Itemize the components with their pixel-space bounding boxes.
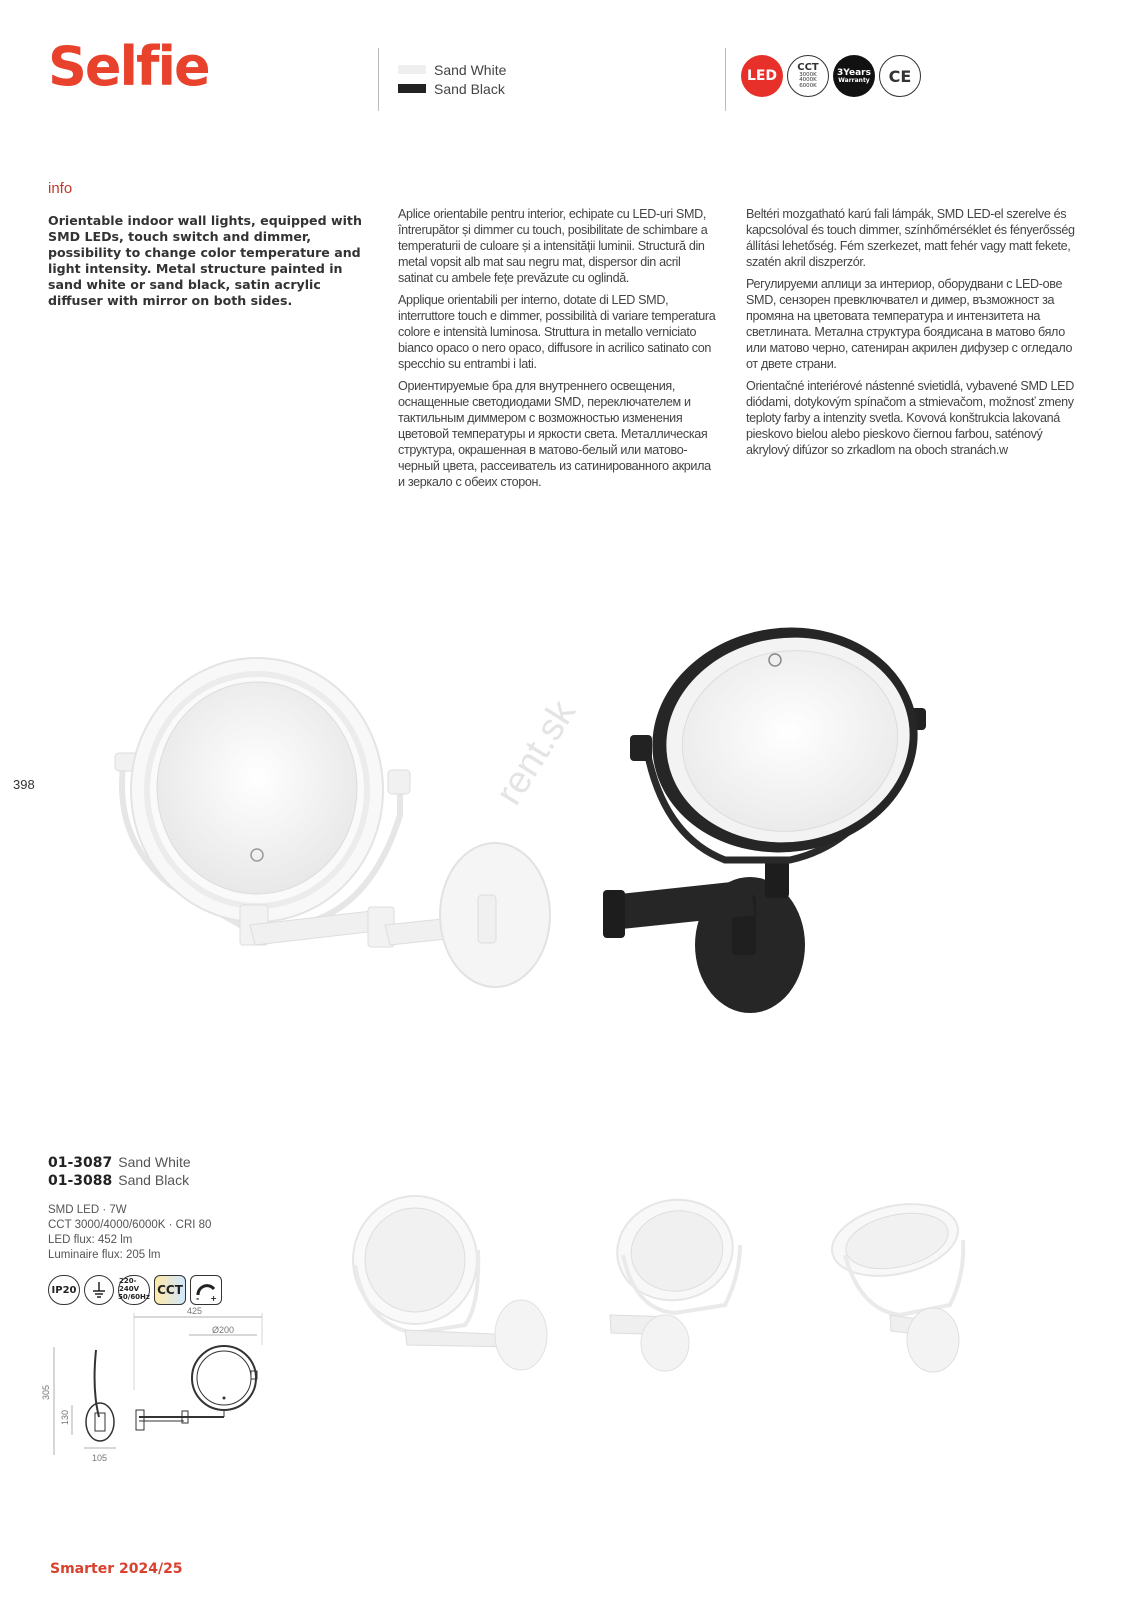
black-swatch — [398, 84, 426, 93]
ground-icon — [84, 1275, 114, 1305]
description-col-2 — [746, 206, 1076, 464]
white-mirror-image — [115, 658, 550, 987]
led-icon — [741, 55, 783, 97]
angle-views — [345, 1195, 985, 1385]
ce-label: CE — [888, 66, 912, 86]
product-code: 01-3088 — [48, 1173, 113, 1189]
ip20-icon — [48, 1275, 80, 1305]
spec-line: SMD LED · 7W — [48, 1204, 127, 1216]
dim-plus: + — [210, 1294, 217, 1303]
product-code-list — [48, 1154, 191, 1190]
watermark: rent.sk — [488, 693, 585, 813]
page-number: 398 — [13, 777, 35, 792]
black-mirror-image — [603, 611, 932, 1013]
cct-value: 4000K — [799, 77, 817, 84]
cct-label: CCT — [797, 61, 819, 73]
color-option-black — [398, 79, 506, 98]
info-label: info — [48, 180, 73, 197]
cct-icon — [787, 55, 829, 97]
product-color: Sand Black — [118, 1172, 190, 1188]
color-label: Sand Black — [434, 80, 505, 97]
description-sk: Orientačné interiérové nástenné svietidlá, vybavené SMD LED diódami, dotykovým spínačom a stmievačom, možnosť zmeny teploty farby a intenzity svetla. Kovová konštrukcia lakovaná pieskovo bielou alebo pieskovo čiernou farbou, saténový akrylový difúzor so zrkadlom na oboch stranách.w — [746, 379, 1074, 457]
technical-drawing — [41, 1305, 274, 1470]
specs-list — [48, 1203, 211, 1263]
header-divider-1 — [378, 48, 379, 111]
product-color: Sand White — [118, 1154, 191, 1170]
product-row — [48, 1154, 191, 1172]
dim-height: 305 — [41, 1384, 51, 1400]
white-swatch — [398, 65, 426, 74]
voltage-icon — [118, 1275, 150, 1305]
description-it: Applique orientabili per interno, dotate di LED SMD, interruttore touch e dimmer, possibilità di variare temperatura colore e intensità luminosa. Struttura in metallo verniciato bianco opaco o nero opaco, diffusore in acrilico satinato con specchio su entrambi i lati. — [398, 293, 716, 371]
dim-base-width: 105 — [92, 1453, 108, 1463]
product-code: 01-3087 — [48, 1155, 113, 1171]
cct-spec-label: CCT — [157, 1283, 183, 1297]
dim-width: 425 — [187, 1306, 203, 1316]
description-col-1 — [398, 206, 718, 496]
footer-catalog-title: Smarter 2024/25 — [50, 1561, 183, 1577]
spec-icons — [48, 1275, 222, 1305]
cct-spec-icon — [154, 1275, 186, 1305]
product-row — [48, 1172, 191, 1190]
description-ru: Ориентируемые бра для внутреннего освещения, оснащенные светодиодами SMD, переключателем и тактильным диммером с возможностью изменения цветовой температуры и яркости света. Металлическая структура, окрашенная в матово-белый или матово-черный цвета, рассеиватель из сатинированного акрила и зеркало с обеих сторон. — [398, 379, 711, 489]
dim-minus: - — [196, 1294, 200, 1303]
voltage-label: 220-240V — [119, 1277, 140, 1294]
dim-diameter: Ø200 — [212, 1325, 235, 1335]
color-label: Sand White — [434, 61, 507, 78]
spec-line: Luminaire flux: 205 lm — [48, 1249, 161, 1261]
description-hu: Beltéri mozgatható karú fali lámpák, SMD LED-el szerelve és kapcsolóval és touch dimmer, színhőmérséklet és fényerősség állítási lehetőség. Fém szerkezet, matt fehér vagy matt fekete, szatén akril diszperzór. — [746, 207, 1075, 269]
product-title: Selfie — [48, 35, 209, 98]
color-option-white — [398, 60, 506, 79]
angle-view-tilted — [825, 1193, 964, 1372]
description-ro: Aplice orientabile pentru interior, echipate cu LED-uri SMD, întrerupător și dimmer cu touch, posibilitate de schimbare a temperaturii de culoare și a intensității luminii. Structură din metal vopsit alb mat sau negru mat, dispersor din acril satinat cu ambele fețe prevăzute cu oglindă. — [398, 207, 708, 285]
warranty-icon — [833, 55, 875, 97]
description-bg: Регулируеми аплици за интериор, оборудвани с LED-ове SMD, сензорен превключвател и димер, възможност за промяна на цветовата температура и интензитета на светлината. Метална структура боядисана в матово бяло или матово черно, сатениран акрилен дифузер с огледало от двете страни. — [746, 277, 1073, 371]
spec-line: LED flux: 452 lm — [48, 1234, 133, 1246]
description-en: Orientable indoor wall lights, equipped with SMD LEDs, touch switch and dimmer, possibility to change color temperature and light intensity. Metal structure painted in sand white or sand black, satin acrylic diffuser with mirror on both sides. — [48, 213, 362, 308]
color-legend — [398, 60, 506, 98]
warranty-years: 3Years — [837, 67, 871, 78]
led-label: LED — [746, 68, 778, 84]
header-divider-2 — [725, 48, 726, 111]
cct-value: 3000K — [799, 71, 817, 78]
cct-value: 6000K — [799, 82, 817, 89]
product-photos — [100, 625, 1020, 1045]
ip-label: IP20 — [51, 1284, 77, 1296]
ce-mark-icon — [879, 55, 921, 97]
dimmer-icon — [190, 1275, 222, 1305]
warranty-word: Warranty — [838, 76, 870, 84]
spec-line: CCT 3000/4000/6000K · CRI 80 — [48, 1219, 212, 1231]
frequency-label: 50/60Hz — [118, 1292, 150, 1301]
angle-view-side — [609, 1191, 741, 1371]
angle-view-front — [353, 1196, 547, 1370]
dim-base-height: 130 — [60, 1409, 70, 1425]
